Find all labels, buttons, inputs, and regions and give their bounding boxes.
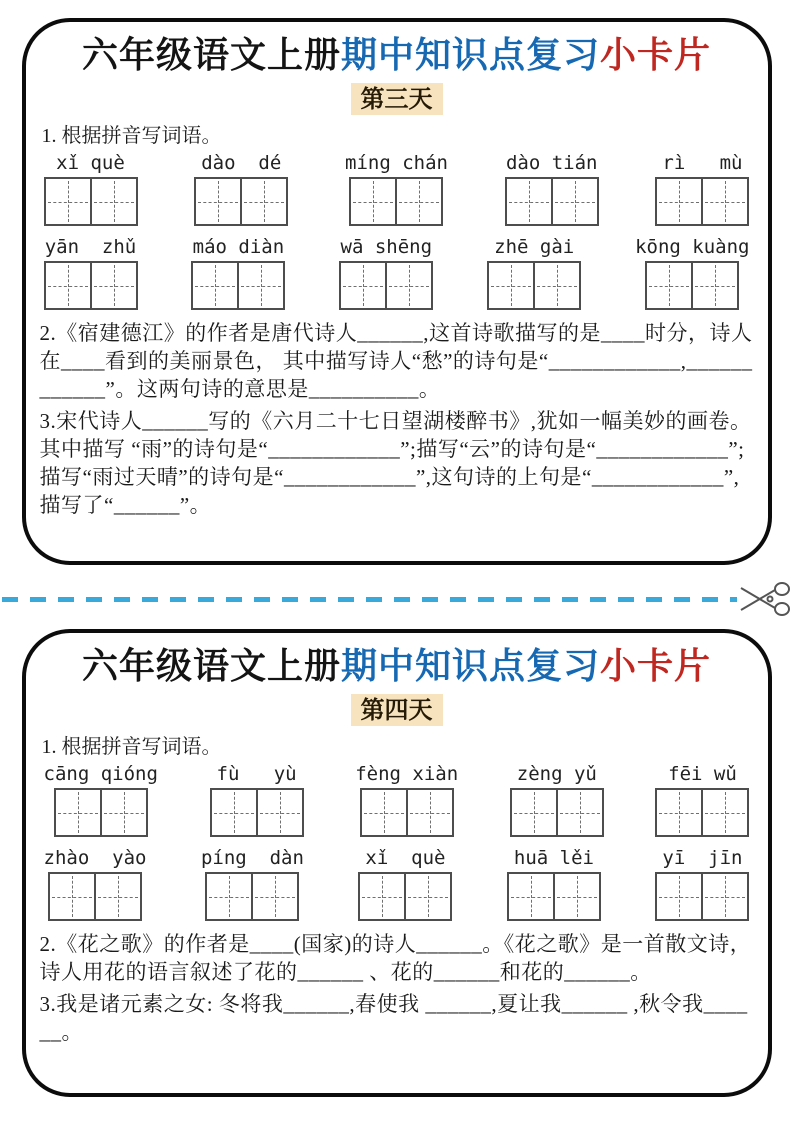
pinyin-group: [655, 763, 749, 837]
writing-cell: [237, 261, 285, 310]
writing-cell: [194, 177, 242, 226]
pinyin-label: fēi wǔ: [668, 763, 737, 786]
writing-cell: [655, 872, 703, 921]
pinyin-label: cāng qióng: [43, 763, 158, 786]
pinyin-group: [487, 236, 581, 310]
question-3-text: 3.宋代诗人______写的《六月二十七日望湖楼醉书》,犹如一幅美妙的画卷。其中描写 “雨”的诗句是“____________”;描写“云”的诗句是“____________”;描写“雨过天晴”的诗句是“____________”,这句诗的上句是“____________”,描写了“______”。: [39, 408, 752, 517]
writing-grid: [194, 177, 288, 226]
writing-cell: [505, 177, 553, 226]
writing-grid: [360, 788, 454, 837]
scissors-icon: [739, 581, 791, 617]
pinyin-group: [355, 763, 458, 837]
pinyin-label: zhē gài: [494, 236, 575, 259]
writing-cell: [90, 261, 138, 310]
pinyin-label: xǐ què: [56, 152, 125, 175]
pinyin-label: míng chán: [345, 152, 448, 175]
writing-cell: [100, 788, 148, 837]
pinyin-label: dào dé: [201, 152, 282, 175]
pinyin-label: xǐ què: [365, 847, 446, 870]
title-part-red: 小卡片: [600, 646, 712, 687]
day-badge: 第三天: [351, 83, 443, 115]
writing-cell: [358, 872, 406, 921]
writing-grid: [191, 261, 285, 310]
question-3-text: 3.我是诸元素之女: 冬将我______,春使我 ______,夏让我______ ,秋令我______。: [39, 992, 748, 1044]
pinyin-group: [358, 847, 452, 921]
writing-cell: [645, 261, 693, 310]
pinyin-group: [44, 763, 158, 837]
writing-cell: [655, 177, 703, 226]
title-part-red: 小卡片: [600, 35, 712, 76]
pinyin-group: [507, 847, 601, 921]
writing-grid: [339, 261, 433, 310]
writing-cell: [349, 177, 397, 226]
writing-cell: [94, 872, 142, 921]
writing-cell: [44, 177, 92, 226]
writing-cell: [339, 261, 387, 310]
pinyin-group: [339, 236, 433, 310]
writing-cell: [395, 177, 443, 226]
pinyin-group: [505, 152, 599, 226]
pinyin-label: yān zhǔ: [44, 236, 137, 259]
writing-cell: [691, 261, 739, 310]
day-row: [40, 83, 754, 115]
pinyin-group: [44, 236, 138, 310]
pinyin-row-1: [40, 763, 754, 837]
writing-cell: [701, 177, 749, 226]
pinyin-label: fù yù: [216, 763, 297, 786]
writing-cell: [551, 177, 599, 226]
writing-cell: [191, 261, 239, 310]
pinyin-label: dào tián: [505, 152, 598, 175]
writing-cell: [256, 788, 304, 837]
pinyin-group: [44, 152, 138, 226]
pinyin-label: yī jīn: [662, 847, 743, 870]
title-part-black: 六年级语文上册: [81, 35, 341, 76]
pinyin-group: [655, 847, 749, 921]
writing-cell: [210, 788, 258, 837]
cut-line: [2, 581, 791, 617]
pinyin-label: kōng kuàng: [635, 236, 750, 259]
pinyin-label: máo diàn: [192, 236, 285, 259]
writing-grid: [655, 177, 749, 226]
pinyin-group: [635, 236, 749, 310]
writing-grid: [655, 788, 749, 837]
writing-grid: [645, 261, 739, 310]
title-part-blue: 期中知识点复习: [340, 646, 600, 687]
question1-label: 1. 根据拼音写词语。: [41, 736, 222, 759]
pinyin-group: [345, 152, 448, 226]
day-badge: 第四天: [351, 694, 443, 726]
pinyin-group: [191, 236, 285, 310]
title-part-blue: 期中知识点复习: [340, 35, 600, 76]
dashed-cut-line: [2, 597, 737, 602]
writing-cell: [701, 872, 749, 921]
pinyin-row-1: [40, 152, 754, 226]
writing-cell: [54, 788, 102, 837]
card-title: [40, 34, 754, 77]
writing-grid: [205, 872, 299, 921]
pinyin-label: píng dàn: [200, 847, 304, 870]
writing-cell: [655, 788, 703, 837]
writing-cell: [404, 872, 452, 921]
writing-grid: [507, 872, 601, 921]
writing-cell: [385, 261, 433, 310]
writing-grid: [48, 872, 142, 921]
writing-cell: [205, 872, 253, 921]
day-row: [40, 694, 754, 726]
question-2-text: 2.《宿建德江》的作者是唐代诗人______,这首诗歌描写的是____时分，诗人在____看到的美丽景色， 其中描写诗人“愁”的诗句是“____________,____________”。这两句诗的意思是__________。: [39, 321, 753, 402]
writing-grid: [358, 872, 452, 921]
writing-cell: [251, 872, 299, 921]
question1-label: 1. 根据拼音写词语。: [41, 125, 222, 148]
title-part-black: 六年级语文上册: [81, 646, 341, 687]
writing-grid: [44, 261, 138, 310]
writing-cell: [406, 788, 454, 837]
writing-grid: [44, 177, 138, 226]
review-card-day3: [22, 18, 772, 565]
writing-grid: [505, 177, 599, 226]
writing-grid: [210, 788, 304, 837]
writing-cell: [510, 788, 558, 837]
writing-cell: [360, 788, 408, 837]
pinyin-label: fèng xiàn: [355, 763, 459, 786]
writing-grid: [54, 788, 148, 837]
pinyin-row-2: [40, 847, 754, 921]
writing-cell: [556, 788, 604, 837]
writing-cell: [507, 872, 555, 921]
writing-cell: [701, 788, 749, 837]
writing-grid: [510, 788, 604, 837]
writing-grid: [655, 872, 749, 921]
question-2-text: 2.《花之歌》的作者是____(国家)的诗人______。《花之歌》是一首散文诗， 诗人用花的语言叙述了花的______ 、花的______和花的______。: [39, 932, 752, 985]
writing-grid: [487, 261, 581, 310]
card-title: [40, 645, 754, 688]
pinyin-group: [655, 152, 749, 226]
writing-grid: [349, 177, 443, 226]
writing-cell: [240, 177, 288, 226]
review-card-day4: [22, 629, 772, 1097]
writing-cell: [553, 872, 601, 921]
pinyin-group: [194, 152, 288, 226]
writing-cell: [90, 177, 138, 226]
writing-cell: [533, 261, 581, 310]
writing-cell: [487, 261, 535, 310]
pinyin-group: [210, 763, 304, 837]
pinyin-label: zèng yǔ: [516, 763, 597, 786]
pinyin-label: huā lěi: [513, 847, 594, 870]
pinyin-group: [201, 847, 304, 921]
pinyin-group: [510, 763, 604, 837]
pinyin-label: zhào yào: [43, 847, 147, 870]
pinyin-label: rì mù: [662, 152, 743, 175]
writing-cell: [44, 261, 92, 310]
pinyin-label: wā shēng: [340, 236, 433, 259]
pinyin-row-2: [40, 236, 754, 310]
pinyin-group: [44, 847, 147, 921]
writing-cell: [48, 872, 96, 921]
